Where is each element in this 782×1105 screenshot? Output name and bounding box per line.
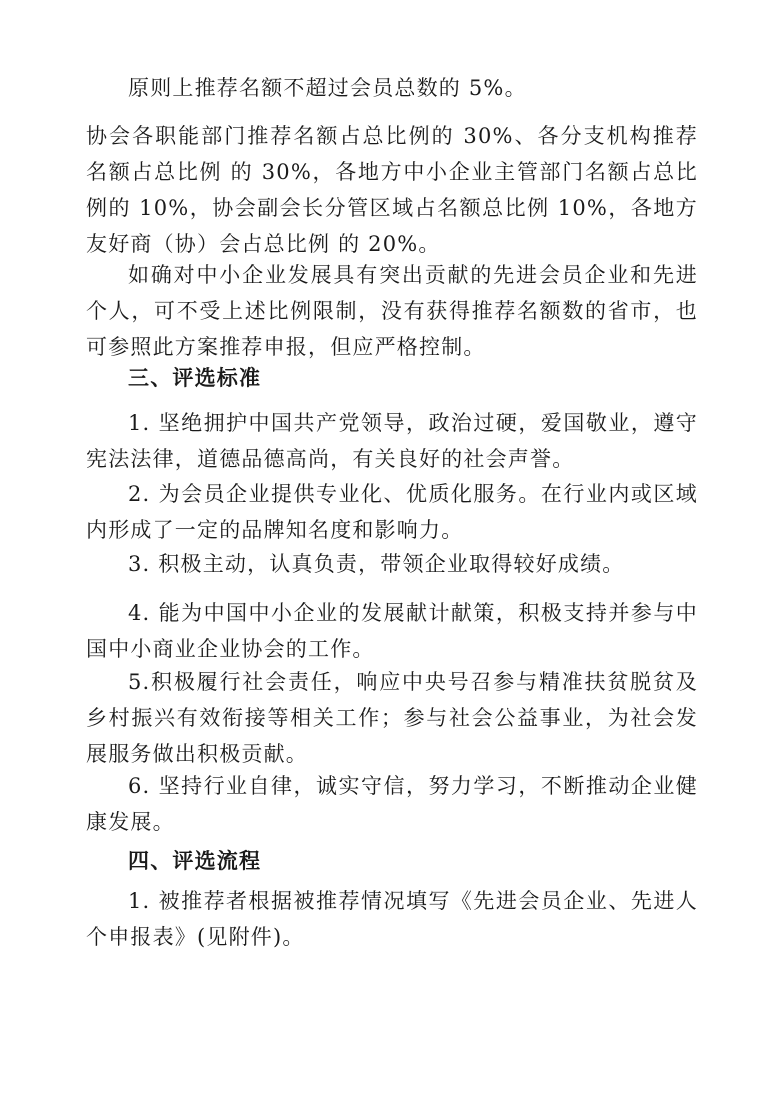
section-heading-process: 四、评选流程: [128, 848, 262, 873]
criteria-item-1: 1. 坚绝拥护中国共产党领导，政治过硬，爱国敬业，遵守宪法法律，道德品德高尚，有关良好的社会声誉。: [86, 411, 698, 471]
criteria-item-5: 5.积极履行社会责任，响应中央号召参与精准扶贫脱贫及乡村振兴有效衔接等相关工作；参与社会公益事业，为社会发展服务做出积极贡献。: [86, 670, 698, 766]
paragraph-exception: 如确对中小企业发展具有突出贡献的先进会员企业和先进个人，可不受上述比例限制，没有获得推荐名额数的省市，也可参照此方案推荐申报，但应严格控制。: [86, 263, 698, 359]
criteria-item-3: 3. 积极主动，认真负责，带领企业取得较好成绩。: [128, 552, 625, 576]
criteria-item-6: 6. 坚持行业自律，诚实守信，努力学习，不断推动企业健康发展。: [86, 774, 698, 834]
process-item-1: 1. 被推荐者根据被推荐情况填写《先进会员企业、先进人个申报表》(见附件)。: [86, 889, 698, 949]
section-heading-criteria: 三、评选标准: [128, 365, 262, 390]
paragraph-quota-distribution: 协会各职能部门推荐名额占总比例的 30%、各分支机构推荐名额占总比例 的 30%，各地方中小企业主管部门名额占总比例的 10%，协会副会长分管区域占名额总比例 10%，各地方友好商（协）会占总比例 的 20%。: [86, 124, 698, 256]
criteria-item-2: 2. 为会员企业提供专业化、优质化服务。在行业内或区域内形成了一定的品牌知名度和影响力。: [86, 482, 698, 542]
paragraph-quota-limit: 原则上推荐名额不超过会员总数的 5%。: [128, 76, 527, 100]
criteria-item-4: 4. 能为中国中小企业的发展献计献策，积极支持并参与中国中小商业企业协会的工作。: [86, 601, 698, 661]
